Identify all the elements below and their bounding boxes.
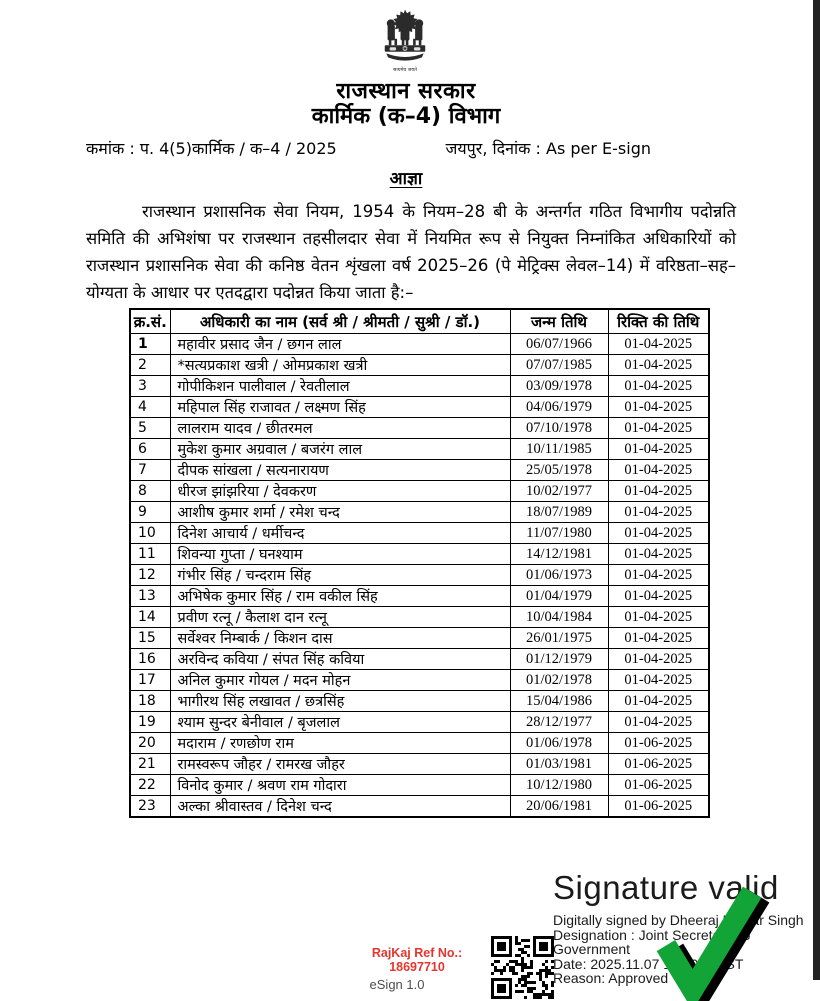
cell-officer-name: प्रवीण रत्नू / कैलाश दान रत्नू bbox=[170, 607, 510, 628]
cell-vacancy-date: 01-04-2025 bbox=[608, 460, 709, 481]
cell-officer-name: अरविन्द कविया / संपत सिंह कविया bbox=[170, 649, 510, 670]
header-birth-date: जन्म तिथि bbox=[510, 309, 608, 334]
cell-vacancy-date: 01-04-2025 bbox=[608, 502, 709, 523]
cell-officer-name: गंभीर सिंह / चन्दराम सिंह bbox=[170, 565, 510, 586]
cell-serial-no: 7 bbox=[130, 460, 170, 481]
cell-serial-no: 16 bbox=[130, 649, 170, 670]
cell-officer-name: सर्वेश्वर निम्बार्क / किशन दास bbox=[170, 628, 510, 649]
cell-serial-no: 3 bbox=[130, 376, 170, 397]
table-row bbox=[130, 670, 709, 691]
table-header-row bbox=[130, 309, 709, 334]
cell-vacancy-date: 01-04-2025 bbox=[608, 334, 709, 355]
cell-officer-name: श्याम सुन्दर बेनीवाल / बृजलाल bbox=[170, 712, 510, 733]
cell-vacancy-date: 01-04-2025 bbox=[608, 418, 709, 439]
qr-code bbox=[491, 936, 554, 999]
cell-vacancy-date: 01-06-2025 bbox=[608, 733, 709, 754]
cell-vacancy-date: 01-04-2025 bbox=[608, 481, 709, 502]
cell-serial-no: 20 bbox=[130, 733, 170, 754]
table-row bbox=[130, 523, 709, 544]
cell-birth-date: 06/07/1966 bbox=[510, 334, 608, 355]
cell-birth-date: 20/06/1981 bbox=[510, 796, 608, 818]
table-row bbox=[130, 733, 709, 754]
cell-vacancy-date: 01-04-2025 bbox=[608, 565, 709, 586]
cell-serial-no: 17 bbox=[130, 670, 170, 691]
table-row bbox=[130, 481, 709, 502]
cell-vacancy-date: 01-04-2025 bbox=[608, 523, 709, 544]
esign-version: eSign 1.0 bbox=[369, 977, 425, 992]
cell-officer-name: अभिषेक कुमार सिंह / राम वकील सिंह bbox=[170, 586, 510, 607]
cell-serial-no: 5 bbox=[130, 418, 170, 439]
cell-birth-date: 03/09/1978 bbox=[510, 376, 608, 397]
cell-serial-no: 1 bbox=[130, 334, 170, 355]
cell-vacancy-date: 01-04-2025 bbox=[608, 691, 709, 712]
cell-officer-name: भागीरथ सिंह लखावत / छत्रसिंह bbox=[170, 691, 510, 712]
table-row bbox=[130, 397, 709, 418]
rajkaj-ref-number: 18697710 bbox=[389, 960, 445, 974]
cell-officer-name: गोपीकिशन पालीवाल / रेवतीलाल bbox=[170, 376, 510, 397]
table-row bbox=[130, 754, 709, 775]
cell-serial-no: 23 bbox=[130, 796, 170, 818]
rajkaj-ref-label: RajKaj Ref No.: bbox=[371, 946, 463, 960]
header-officer-name: अधिकारी का नाम (सर्व श्री / श्रीमती / सुश्री / डॉ.) bbox=[170, 309, 510, 334]
table-row bbox=[130, 565, 709, 586]
signature-date: Date: 2025.11.07 18:50:38 IST bbox=[553, 955, 744, 972]
cell-vacancy-date: 01-06-2025 bbox=[608, 754, 709, 775]
cell-birth-date: 01/04/1979 bbox=[510, 586, 608, 607]
cell-serial-no: 2 bbox=[130, 355, 170, 376]
cell-serial-no: 21 bbox=[130, 754, 170, 775]
table-row bbox=[130, 775, 709, 796]
cell-birth-date: 10/04/1984 bbox=[510, 607, 608, 628]
government-title: राजस्थान सरकार bbox=[336, 79, 476, 104]
table-row bbox=[130, 607, 709, 628]
cell-officer-name: विनोद कुमार / श्रवण राम गोदारा bbox=[170, 775, 510, 796]
signature-signed-by: Digitally signed by Dheeraj Kumar Singh bbox=[553, 912, 804, 928]
table-row bbox=[130, 355, 709, 376]
table-row bbox=[130, 586, 709, 607]
cell-birth-date: 10/11/1985 bbox=[510, 439, 608, 460]
cell-birth-date: 01/03/1981 bbox=[510, 754, 608, 775]
cell-birth-date: 26/01/1975 bbox=[510, 628, 608, 649]
cell-serial-no: 9 bbox=[130, 502, 170, 523]
cell-vacancy-date: 01-04-2025 bbox=[608, 439, 709, 460]
cell-serial-no: 15 bbox=[130, 628, 170, 649]
cell-birth-date: 04/06/1979 bbox=[510, 397, 608, 418]
satyamev-jayate-caption: सत्यमेव जयते bbox=[393, 67, 417, 74]
cell-officer-name: मदाराम / रणछोण राम bbox=[170, 733, 510, 754]
cell-officer-name: अनिल कुमार गोयल / मदन मोहन bbox=[170, 670, 510, 691]
header-vacancy-date: रिक्ति की तिथि bbox=[608, 309, 709, 334]
cell-officer-name: *सत्यप्रकाश खत्री / ओमप्रकाश खत्री bbox=[170, 355, 510, 376]
cell-birth-date: 11/07/1980 bbox=[510, 523, 608, 544]
cell-serial-no: 19 bbox=[130, 712, 170, 733]
cell-vacancy-date: 01-06-2025 bbox=[608, 796, 709, 818]
table-row bbox=[130, 439, 709, 460]
cell-vacancy-date: 01-04-2025 bbox=[608, 355, 709, 376]
cell-birth-date: 01/06/1978 bbox=[510, 733, 608, 754]
table-row bbox=[130, 712, 709, 733]
table-row bbox=[130, 649, 709, 670]
signature-reason: Reason: Approved bbox=[553, 970, 669, 986]
cell-birth-date: 01/12/1979 bbox=[510, 649, 608, 670]
cell-birth-date: 25/05/1978 bbox=[510, 460, 608, 481]
cell-vacancy-date: 01-04-2025 bbox=[608, 607, 709, 628]
order-heading: आज्ञा bbox=[389, 169, 423, 189]
table-row bbox=[130, 502, 709, 523]
signature-valid-title: Signature valid bbox=[553, 869, 779, 906]
cell-serial-no: 22 bbox=[130, 775, 170, 796]
cell-serial-no: 6 bbox=[130, 439, 170, 460]
cell-serial-no: 12 bbox=[130, 565, 170, 586]
cell-birth-date: 07/10/1978 bbox=[510, 418, 608, 439]
table-body bbox=[130, 334, 709, 818]
cell-serial-no: 13 bbox=[130, 586, 170, 607]
cell-serial-no: 10 bbox=[130, 523, 170, 544]
cell-vacancy-date: 01-04-2025 bbox=[608, 397, 709, 418]
table-row bbox=[130, 544, 709, 565]
cell-serial-no: 11 bbox=[130, 544, 170, 565]
cell-officer-name: महावीर प्रसाद जैन / छगन लाल bbox=[170, 334, 510, 355]
cell-vacancy-date: 01-04-2025 bbox=[608, 376, 709, 397]
cell-vacancy-date: 01-04-2025 bbox=[608, 544, 709, 565]
table-row bbox=[130, 376, 709, 397]
signature-designation-2: Government bbox=[553, 941, 631, 957]
cell-officer-name: दिनेश आचार्य / धर्मीचन्द bbox=[170, 523, 510, 544]
header-serial-no: क्र.सं. bbox=[130, 309, 170, 334]
cell-birth-date: 14/12/1981 bbox=[510, 544, 608, 565]
cell-officer-name: दीपक सांखला / सत्यनारायण bbox=[170, 460, 510, 481]
cell-officer-name: शिवन्या गुप्ता / घनश्याम bbox=[170, 544, 510, 565]
place-date: जयपुर, दिनांक : As per E-sign bbox=[445, 139, 651, 158]
cell-birth-date: 10/12/1980 bbox=[510, 775, 608, 796]
cell-officer-name: महिपाल सिंह राजावत / लक्ष्मण सिंह bbox=[170, 397, 510, 418]
cell-vacancy-date: 01-04-2025 bbox=[608, 628, 709, 649]
cell-vacancy-date: 01-06-2025 bbox=[608, 775, 709, 796]
cell-officer-name: मुकेश कुमार अग्रवाल / बजरंग लाल bbox=[170, 439, 510, 460]
table-row bbox=[130, 628, 709, 649]
cell-serial-no: 14 bbox=[130, 607, 170, 628]
cell-birth-date: 10/02/1977 bbox=[510, 481, 608, 502]
cell-birth-date: 01/02/1978 bbox=[510, 670, 608, 691]
cell-birth-date: 01/06/1973 bbox=[510, 565, 608, 586]
table-row bbox=[130, 334, 709, 355]
cell-vacancy-date: 01-04-2025 bbox=[608, 586, 709, 607]
department-title: कार्मिक (क–4) विभाग bbox=[311, 104, 501, 129]
cell-vacancy-date: 01-04-2025 bbox=[608, 670, 709, 691]
officers-table bbox=[129, 308, 710, 818]
cell-officer-name: आशीष कुमार शर्मा / रमेश चन्द bbox=[170, 502, 510, 523]
cell-serial-no: 18 bbox=[130, 691, 170, 712]
table-row bbox=[130, 418, 709, 439]
cell-officer-name: लालराम यादव / छीतरमल bbox=[170, 418, 510, 439]
table-row bbox=[130, 460, 709, 481]
rajkaj-ref-block bbox=[356, 946, 478, 974]
cell-officer-name: अल्का श्रीवास्तव / दिनेश चन्द bbox=[170, 796, 510, 818]
scan-edge-bar bbox=[813, 0, 820, 980]
cell-birth-date: 07/07/1985 bbox=[510, 355, 608, 376]
cell-vacancy-date: 01-04-2025 bbox=[608, 649, 709, 670]
cell-vacancy-date: 01-04-2025 bbox=[608, 712, 709, 733]
signature-designation: Designation : Joint Secretary To bbox=[553, 926, 751, 943]
table-row bbox=[130, 796, 709, 818]
cell-officer-name: धीरज झांझरिया / देवकरण bbox=[170, 481, 510, 502]
signature-valid-check-icon bbox=[646, 884, 770, 1001]
table-row bbox=[130, 691, 709, 712]
cell-officer-name: रामस्वरूप जौहर / रामरख जौहर bbox=[170, 754, 510, 775]
cell-birth-date: 28/12/1977 bbox=[510, 712, 608, 733]
reference-row bbox=[86, 137, 651, 159]
cell-serial-no: 8 bbox=[130, 481, 170, 502]
cell-birth-date: 15/04/1986 bbox=[510, 691, 608, 712]
cell-serial-no: 4 bbox=[130, 397, 170, 418]
order-body-paragraph: राजस्थान प्रशासनिक सेवा नियम, 1954 के नियम–28 बी के अन्तर्गत गठित विभागीय पदोन्नति समिति की अभिशंषा पर राजस्थान तहसीलदार सेवा में नियमित रूप से नियुक्त निम्नांकित अधिकारियों को राजस्थान प्रशासनिक सेवा की कनिष्ठ वेतन शृंखला वर्ष 2025–26 (पे मेट्रिक्स लेवल–14) में वरिष्ठता–सह–योग्यता के आधार पर एतदद्वारा पदोन्नत किया जाता है:– bbox=[86, 202, 736, 302]
reference-number: कमांक : प. 4(5)कार्मिक / क–4 / 2025 bbox=[86, 139, 337, 158]
ashoka-emblem-icon bbox=[379, 8, 431, 76]
cell-birth-date: 18/07/1989 bbox=[510, 502, 608, 523]
